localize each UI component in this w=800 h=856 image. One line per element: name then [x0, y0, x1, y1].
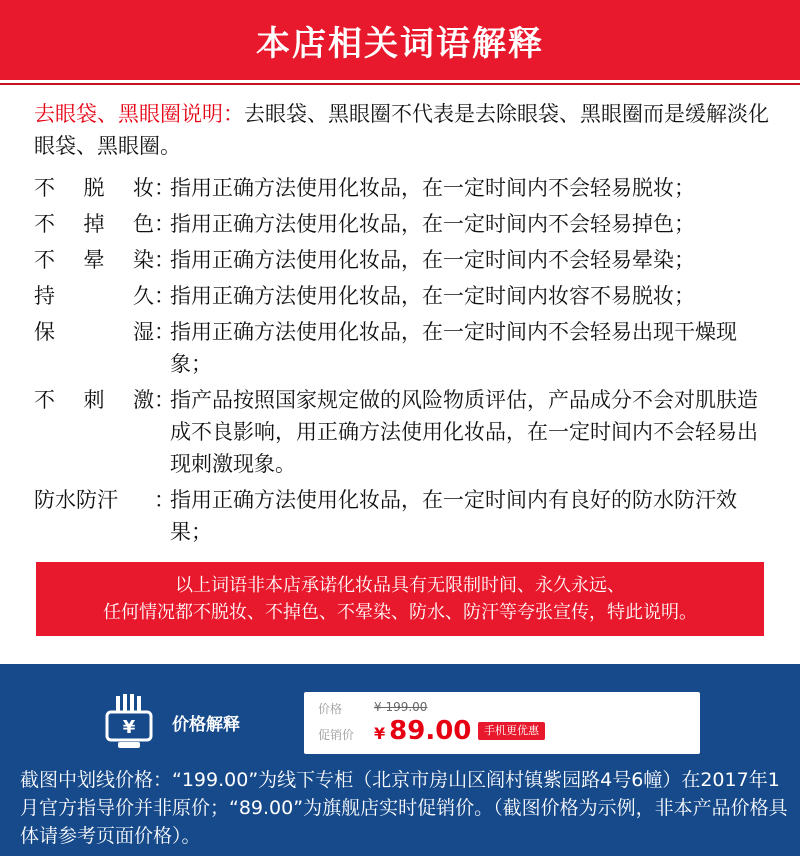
definition-desc: 指产品按照国家规定做的风险物质评估，产品成分不会对肌肤造成不良影响，用正确方法使用化妆品，在一定时间内不会轻易出现刺激现象。: [170, 388, 758, 476]
definition-colon: ：: [154, 212, 175, 236]
definition-colon: ：: [154, 320, 175, 344]
definition-term: [34, 384, 154, 480]
definition-term-char: 晕: [83, 248, 105, 272]
original-price: ¥ 199.00: [374, 700, 428, 714]
notice-line-1: 以上词语非本店承诺化妆品具有无限制时间、永久永远、: [175, 575, 625, 596]
definition-term-char: 染: [133, 248, 154, 272]
price-row: [318, 700, 428, 717]
definition-desc: 指用正确方法使用化妆品，在一定时间内妆容不易脱妆；: [170, 284, 695, 308]
definition-row: [34, 280, 774, 312]
definition-desc: 指用正确方法使用化妆品，在一定时间内不会轻易出现干燥现象；: [170, 320, 737, 376]
definition-term-char: 湿: [133, 320, 154, 344]
definition-desc: 指用正确方法使用化妆品，在一定时间内有良好的防水防汗效果；: [170, 488, 737, 544]
definition-term: [34, 208, 154, 240]
definition-row: [34, 384, 774, 480]
definition-desc: 指用正确方法使用化妆品，在一定时间内不会轻易晕染；: [170, 248, 695, 272]
promo-price-value: 89.00: [389, 716, 472, 746]
definition-term-char: 妆: [133, 176, 154, 200]
promo-price: [374, 716, 471, 746]
header-banner: [0, 0, 800, 83]
definition-row: [34, 208, 774, 240]
definition-term-char: 不: [34, 176, 55, 200]
definition-row: [34, 316, 774, 380]
definition-term-char: 不: [34, 212, 55, 236]
promo-price-label: 促销价: [318, 728, 355, 742]
definition-term-char: 掉: [83, 212, 105, 236]
notice-banner: [36, 562, 764, 636]
definition-colon: ：: [154, 248, 175, 272]
definition-term-char: 不: [34, 388, 55, 412]
definition-term-char: 持: [34, 284, 55, 308]
definition-colon: ：: [154, 176, 175, 200]
definition-term: [34, 316, 154, 380]
definition-colon: ：: [154, 388, 175, 412]
notice-line-2: 任何情况都不脱妆、不掉色、不晕染、防水、防汗等夸张宣传，特此说明。: [103, 602, 697, 623]
svg-text:¥: ¥: [122, 717, 136, 738]
yen-hand-icon: [104, 694, 154, 750]
definition-desc: 指用正确方法使用化妆品，在一定时间内不会轻易掉色；: [170, 212, 695, 236]
intro-lead: 去眼袋、黑眼圈说明：: [34, 102, 244, 126]
intro-paragraph: [34, 98, 774, 162]
price-label: 价格解释: [172, 715, 240, 735]
price-strip: [94, 686, 714, 758]
price-card: [304, 692, 700, 754]
definition-term-char: 色: [133, 212, 154, 236]
definition-term: [34, 244, 154, 276]
definition-term: [34, 172, 154, 204]
definition-term-char: 刺: [83, 388, 105, 412]
definition-term-char: 激: [133, 388, 154, 412]
mobile-discount-badge: 手机更优惠: [478, 722, 545, 740]
definition-desc: 指用正确方法使用化妆品，在一定时间内不会轻易脱妆；: [170, 176, 695, 200]
definition-term-char: 久: [133, 284, 154, 308]
price-explanation-section: [0, 664, 800, 856]
definition-row: [34, 244, 774, 276]
definition-term: [34, 484, 154, 548]
definition-colon: ：: [154, 488, 175, 512]
page-title: 本店相关词语解释: [256, 23, 544, 64]
definition-term-char: 不: [34, 248, 55, 272]
intro-body: 去眼袋、黑眼圈不代表是去除眼袋、黑眼圈而是缓解淡化眼袋、黑眼圈。: [34, 102, 769, 158]
definition-term: [34, 280, 154, 312]
definition-row: [34, 172, 774, 204]
definition-term-char: 脱: [83, 176, 105, 200]
definition-term-char: 保: [34, 320, 55, 344]
price-disclaimer: 截图中划线价格：“199.00”为线下专柜（北京市房山区阎村镇紫园路4号6幢）在2017年1月官方指导价并非原价；“89.00”为旗舰店实时促销价。（截图价格为示例，非本产品价格具体请参考页面价格）。: [20, 769, 788, 847]
definitions-list: [34, 172, 774, 552]
definition-term-char: 防水防汗: [34, 488, 118, 512]
price-row-label: 价格: [318, 702, 343, 716]
currency-symbol: ¥: [374, 724, 386, 743]
definition-row: [34, 484, 774, 548]
definition-colon: ：: [154, 284, 175, 308]
